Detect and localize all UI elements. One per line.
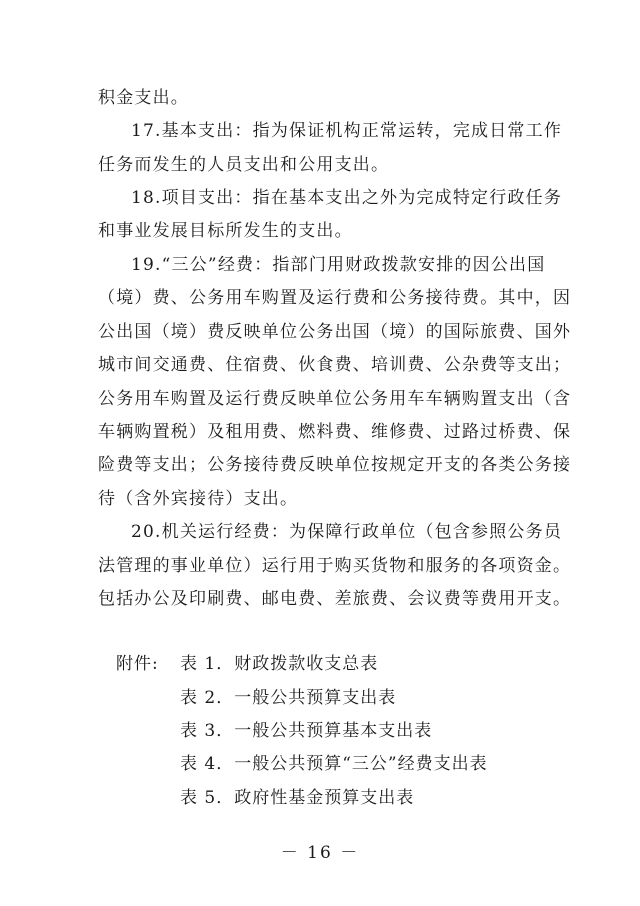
body-line: 20.机关运行经费：为保障行政单位（包含参照公务员 <box>131 522 563 542</box>
body-line: 和事业发展目标所发生的支出。 <box>98 221 353 241</box>
body-line: 待（含外宾接待）支出。 <box>98 489 299 509</box>
body-line: 险费等支出；公务接待费反映单位按规定开支的各类公务接 <box>98 455 572 475</box>
attachments-label: 附件: <box>116 654 159 674</box>
body-line: 18.项目支出：指在基本支出之外为完成特定行政任务 <box>131 188 563 208</box>
page-number: － 16 － <box>280 843 360 863</box>
body-line: 城市间交通费、住宿费、伙食费、培训费、公杂费等支出； <box>98 355 572 375</box>
body-line: 法管理的事业单位）运行用于购买货物和服务的各项资金。 <box>98 556 572 576</box>
body-line: 17.基本支出：指为保证机构正常运转，完成日常工作 <box>131 121 563 141</box>
attachment-item: 表 4．一般公共预算“三公”经费支出表 <box>180 754 488 774</box>
attachment-item: 表 5．政府性基金预算支出表 <box>180 788 415 808</box>
body-line: 公务用车购置及运行费反映单位公务用车车辆购置支出（含 <box>98 389 572 409</box>
attachment-item: 表 1．财政拨款收支总表 <box>180 654 379 674</box>
body-line: 公出国（境）费反映单位公务出国（境）的国际旅费、国外 <box>98 322 572 342</box>
attachment-item: 表 3．一般公共预算基本支出表 <box>180 721 433 741</box>
body-line: 任务而发生的人员支出和公用支出。 <box>98 155 390 175</box>
body-line: 积金支出。 <box>98 88 189 108</box>
body-line: 车辆购置税）及租用费、燃料费、维修费、过路过桥费、保 <box>98 422 572 442</box>
body-line: 19.“三公”经费：指部门用财政拨款安排的因公出国 <box>131 255 546 275</box>
body-line: （境）费、公务用车购置及运行费和公务接待费。其中，因 <box>98 288 572 308</box>
attachment-item: 表 2．一般公共预算支出表 <box>180 688 397 708</box>
body-line: 包括办公及印刷费、邮电费、差旅费、会议费等费用开支。 <box>98 589 572 609</box>
